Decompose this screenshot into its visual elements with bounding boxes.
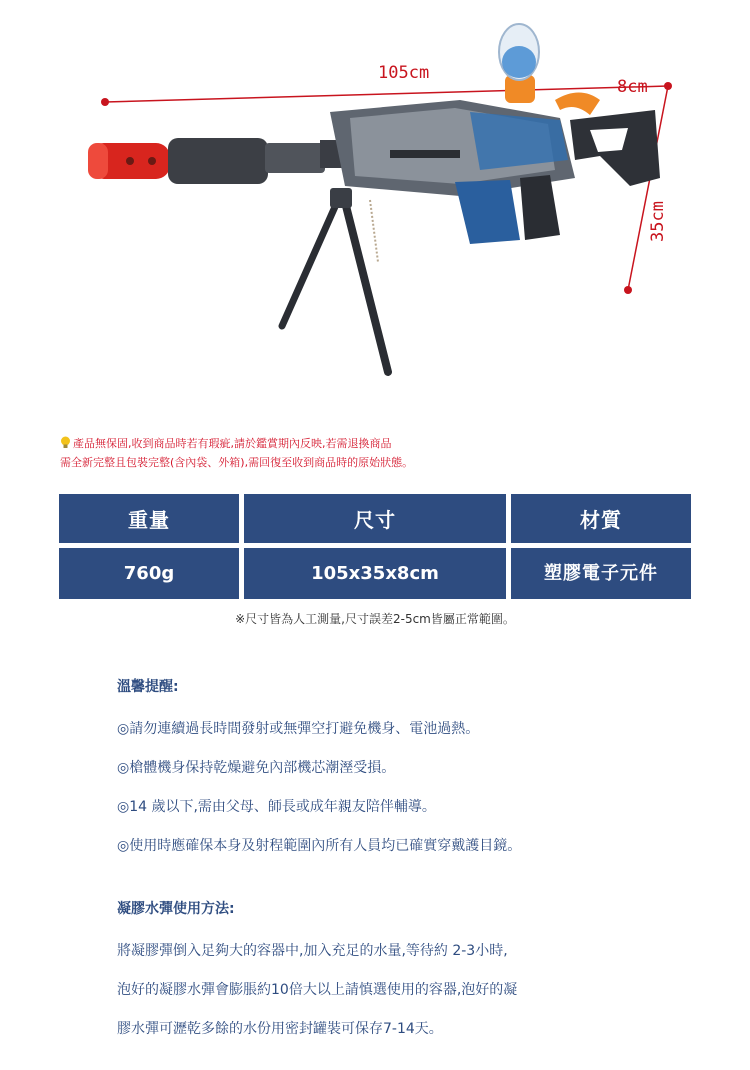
lightbulb-icon (60, 436, 71, 449)
tips-item: ◎14 歲以下,需由父母、師長或成年親友陪伴輔導。 (117, 799, 436, 815)
usage-line: 將凝膠彈倒入足夠大的容器中,加入充足的水量,等待約 2-3小時, (117, 943, 508, 959)
material-item: 電子元件 (582, 562, 658, 584)
product-image (0, 0, 750, 400)
notice-line-1: 產品無保固,收到商品時若有瑕疵,請於鑑賞期內反映,若需退換商品 (60, 434, 413, 453)
notice-line-2: 需全新完整且包裝完整(含內袋、外箱),需回復至收到商品時的原始狀態。 (60, 456, 414, 469)
tips-title: 溫馨提醒: (117, 679, 179, 695)
gel-blaster-illustration (88, 24, 660, 372)
value-size: 105x35x8cm (244, 548, 506, 599)
usage-line: 膠水彈可瀝乾多餘的水份用密封罐裝可保存7-14天。 (117, 1021, 443, 1037)
dimension-height-label: 35cm (648, 201, 668, 242)
usage-section (117, 898, 517, 1057)
header-weight: 重量 (59, 494, 239, 543)
spec-header-row (59, 494, 691, 543)
header-size: 尺寸 (244, 494, 506, 543)
material-item: 塑膠 (544, 562, 582, 584)
tips-item: ◎槍體機身保持乾燥避免內部機芯潮溼受損。 (117, 760, 396, 776)
header-material: 材質 (511, 494, 691, 543)
warranty-notice (60, 434, 413, 472)
dimension-width-label: 8cm (617, 77, 648, 97)
usage-line: 泡好的凝膠水彈會膨脹約10倍大以上請慎選使用的容器,泡好的凝 (117, 982, 518, 998)
usage-title: 凝膠水彈使用方法: (117, 901, 235, 917)
dimension-length-label: 105cm (378, 63, 430, 83)
spec-value-row (59, 548, 691, 599)
tips-item: ◎使用時應確保本身及射程範圍內所有人員均已確實穿戴護目鏡。 (117, 838, 522, 854)
tips-section (117, 676, 521, 874)
measurement-note: ※尺寸皆為人工測量,尺寸誤差2-5cm皆屬正常範圍。 (235, 612, 515, 626)
value-material (511, 548, 691, 599)
value-weight: 760g (59, 548, 239, 599)
tips-item: ◎請勿連續過長時間發射或無彈空打避免機身、電池過熱。 (117, 721, 480, 737)
spec-table (59, 494, 691, 626)
